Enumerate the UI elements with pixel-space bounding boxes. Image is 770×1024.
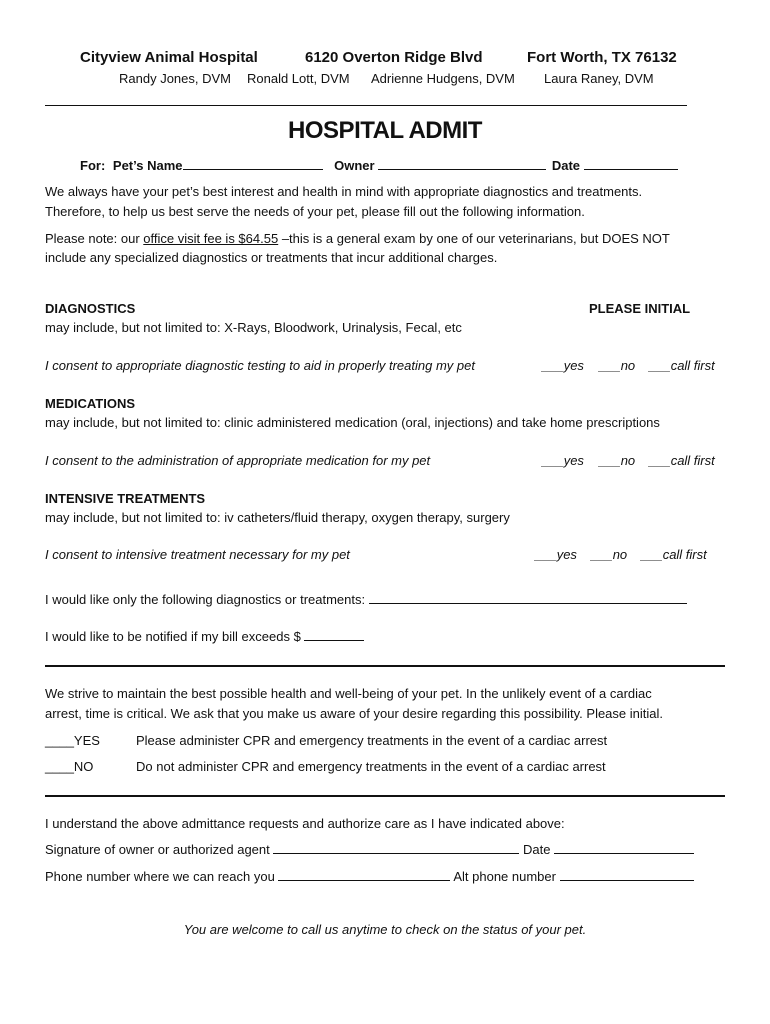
- section-divider: [45, 665, 725, 667]
- please-initial-heading: PLEASE INITIAL: [589, 301, 691, 316]
- owner-label: Owner: [334, 158, 375, 173]
- cpr-yes-initial[interactable]: ____YES: [45, 733, 100, 748]
- initial-yes[interactable]: ___yes: [535, 547, 577, 562]
- phone-row: [45, 869, 694, 884]
- section-desc: may include, but not limited to: iv catheters/fluid therapy, oxygen therapy, surgery: [45, 510, 510, 525]
- signature-label: Signature of owner or authorized agent: [45, 842, 270, 857]
- doctor-name: Adrienne Hudgens, DVM: [371, 71, 515, 86]
- signature-date-field[interactable]: [554, 842, 694, 854]
- consent-statement: I consent to the administration of appropriate medication for my pet: [45, 453, 431, 468]
- initial-call-first[interactable]: ___call first: [649, 358, 715, 373]
- initial-yes[interactable]: ___yes: [542, 358, 584, 373]
- section-heading: MEDICATIONS: [45, 396, 136, 411]
- cpr-yes-text: Please administer CPR and emergency treatments in the event of a cardiac arrest: [136, 733, 608, 748]
- owner-field[interactable]: [378, 158, 546, 170]
- initial-no[interactable]: ___no: [599, 358, 636, 373]
- pet-name-field[interactable]: [183, 158, 323, 170]
- section-desc: may include, but not limited to: clinic administered medication (oral, injections) and take home prescriptions: [45, 415, 660, 430]
- cpr-intro: We strive to maintain the best possible health and well-being of your pet. In the unlikely event of a cardiac: [45, 686, 652, 701]
- page-title: HOSPITAL ADMIT: [288, 117, 482, 144]
- initial-no[interactable]: ___no: [599, 453, 636, 468]
- phone-label: Phone number where we can reach you: [45, 869, 275, 884]
- date-field[interactable]: [584, 158, 678, 170]
- consent-statement: I consent to intensive treatment necessary for my pet: [45, 547, 350, 562]
- cpr-intro: arrest, time is critical. We ask that you make us aware of your desire regarding this possibility. Please initial.: [45, 706, 663, 721]
- hospital-address: 6120 Overton Ridge Blvd: [305, 49, 483, 66]
- only-following-row: [45, 592, 687, 607]
- footer-note: You are welcome to call us anytime to check on the status of your pet.: [183, 922, 587, 937]
- notify-row: [45, 629, 364, 644]
- section-heading: DIAGNOSTICS: [45, 301, 136, 316]
- notify-label: I would like to be notified if my bill exceeds $: [45, 629, 301, 644]
- for-line: [80, 158, 678, 173]
- office-visit-fee: office visit fee is $64.55: [143, 231, 279, 246]
- date-label: Date: [551, 158, 581, 173]
- fee-note-line2: include any specialized diagnostics or treatments that incur additional charges.: [45, 250, 498, 265]
- fee-note-suffix: –this is a general exam by one of our veterinarians, but DOES NOT: [278, 231, 670, 246]
- fee-note: [45, 231, 670, 246]
- phone-field[interactable]: [278, 869, 450, 881]
- only-following-label: I would like only the following diagnostics or treatments:: [45, 592, 366, 607]
- cpr-no-text: Do not administer CPR and emergency treatments in the event of a cardiac arrest: [136, 759, 606, 774]
- bill-limit-field[interactable]: [304, 629, 364, 641]
- signature-row: [45, 842, 694, 857]
- intro-line: We always have your pet’s best interest and health in mind with appropriate diagnostics and treatments.: [45, 184, 643, 199]
- initial-yes[interactable]: ___yes: [542, 453, 584, 468]
- section-desc: may include, but not limited to: X-Rays, Bloodwork, Urinalysis, Fecal, etc: [45, 320, 462, 335]
- section-divider: [45, 795, 725, 797]
- consent-statement: I consent to appropriate diagnostic testing to aid in properly treating my pet: [45, 358, 475, 373]
- alt-phone-label: Alt phone number: [453, 869, 556, 884]
- fee-note-prefix: Please note: our: [45, 231, 144, 246]
- initial-call-first[interactable]: ___call first: [649, 453, 715, 468]
- pet-name-label: Pet’s Name: [112, 158, 183, 173]
- doctor-name: Randy Jones, DVM: [119, 71, 231, 86]
- section-heading: INTENSIVE TREATMENTS: [45, 491, 206, 506]
- authorize-text: I understand the above admittance requests and authorize care as I have indicated above:: [45, 816, 565, 831]
- cpr-no-initial[interactable]: ____NO: [45, 759, 94, 774]
- header-divider: [45, 105, 687, 106]
- signature-date-label: Date: [523, 842, 551, 857]
- doctor-name: Laura Raney, DVM: [544, 71, 654, 86]
- only-following-field[interactable]: [369, 592, 687, 604]
- initial-call-first[interactable]: ___call first: [641, 547, 707, 562]
- initial-no[interactable]: ___no: [591, 547, 628, 562]
- hospital-name: Cityview Animal Hospital: [80, 49, 258, 66]
- intro-line: Therefore, to help us best serve the needs of your pet, please fill out the following information.: [45, 204, 585, 219]
- signature-field[interactable]: [273, 842, 519, 854]
- alt-phone-field[interactable]: [560, 869, 694, 881]
- hospital-city: Fort Worth, TX 76132: [527, 49, 677, 66]
- for-label: For:: [80, 158, 106, 173]
- doctor-name: Ronald Lott, DVM: [247, 71, 350, 86]
